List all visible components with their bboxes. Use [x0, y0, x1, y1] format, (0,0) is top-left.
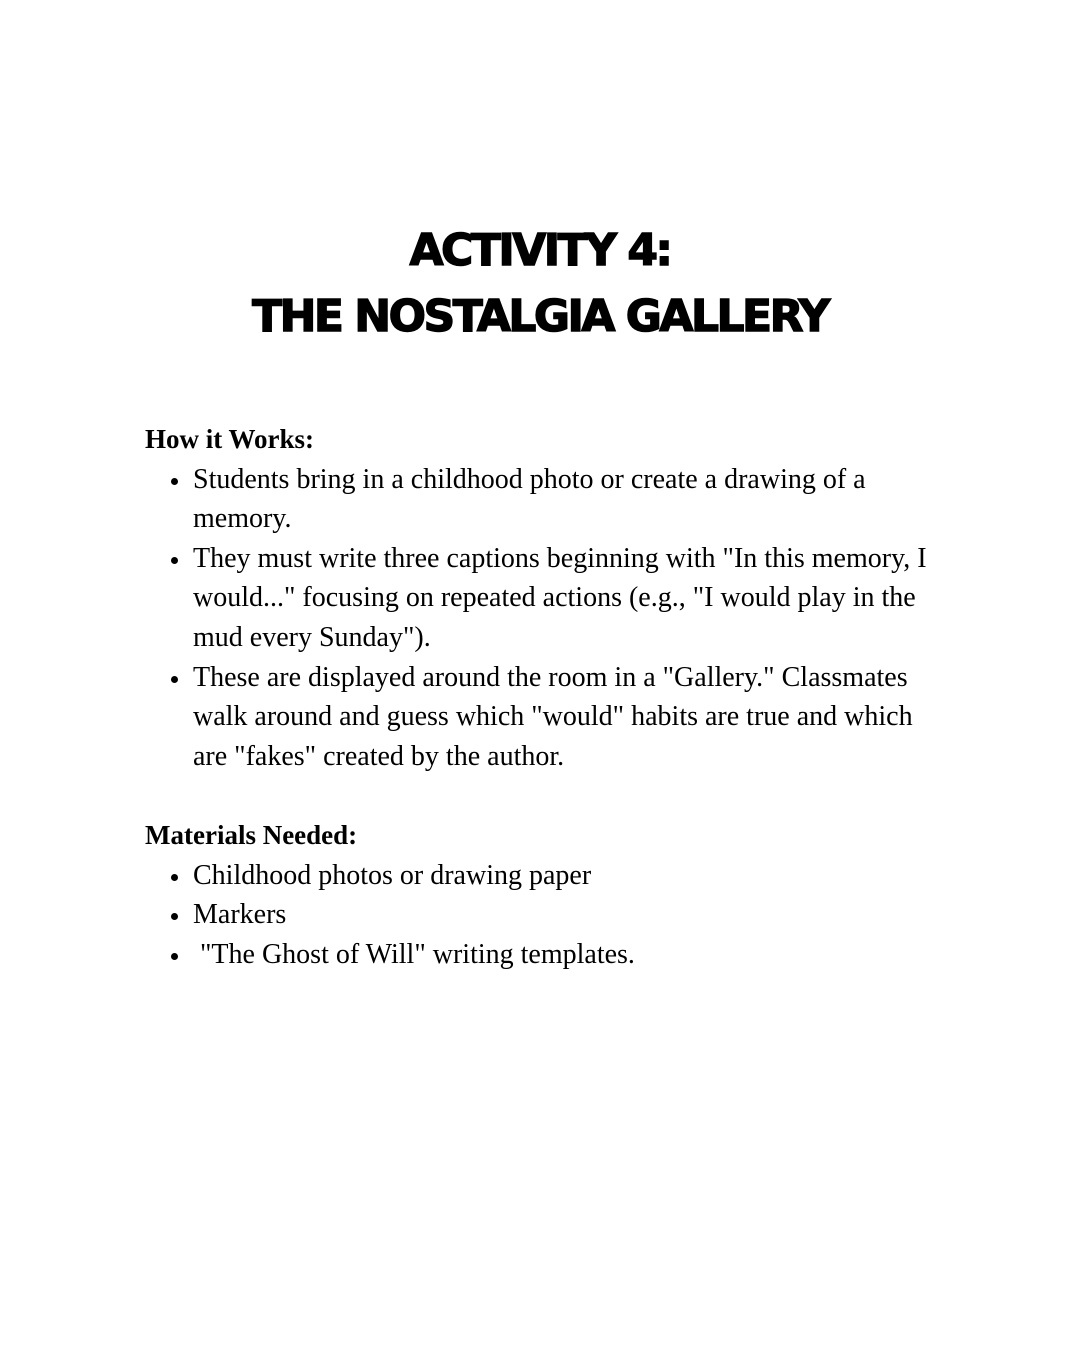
list-item: Students bring in a childhood photo or create a drawing of a memory. [193, 460, 945, 539]
list-item: They must write three captions beginning with "In this memory, I would..." focusing on repeated actions (e.g., "I would play in the mud every Sunday"). [193, 539, 945, 658]
how-it-works-heading: How it Works: [145, 424, 315, 454]
list-item: These are displayed around the room in a "Gallery." Classmates walk around and guess which "would" habits are true and which are "fakes" created by the author. [193, 658, 945, 777]
title-line-2: THE NOSTALGIA GALLERY [252, 291, 828, 342]
page-title [0, 218, 1080, 350]
list-item: Markers [193, 895, 945, 935]
materials-list [145, 856, 945, 975]
list-item: "The Ghost of Will" writing templates. [193, 935, 945, 975]
materials-heading: Materials Needed: [145, 819, 358, 850]
list-item: Childhood photos or drawing paper [193, 856, 945, 896]
activity-content [145, 420, 945, 974]
title-line-1: ACTIVITY 4: [409, 225, 671, 276]
how-it-works-list [145, 460, 945, 777]
section-spacer [145, 776, 945, 816]
